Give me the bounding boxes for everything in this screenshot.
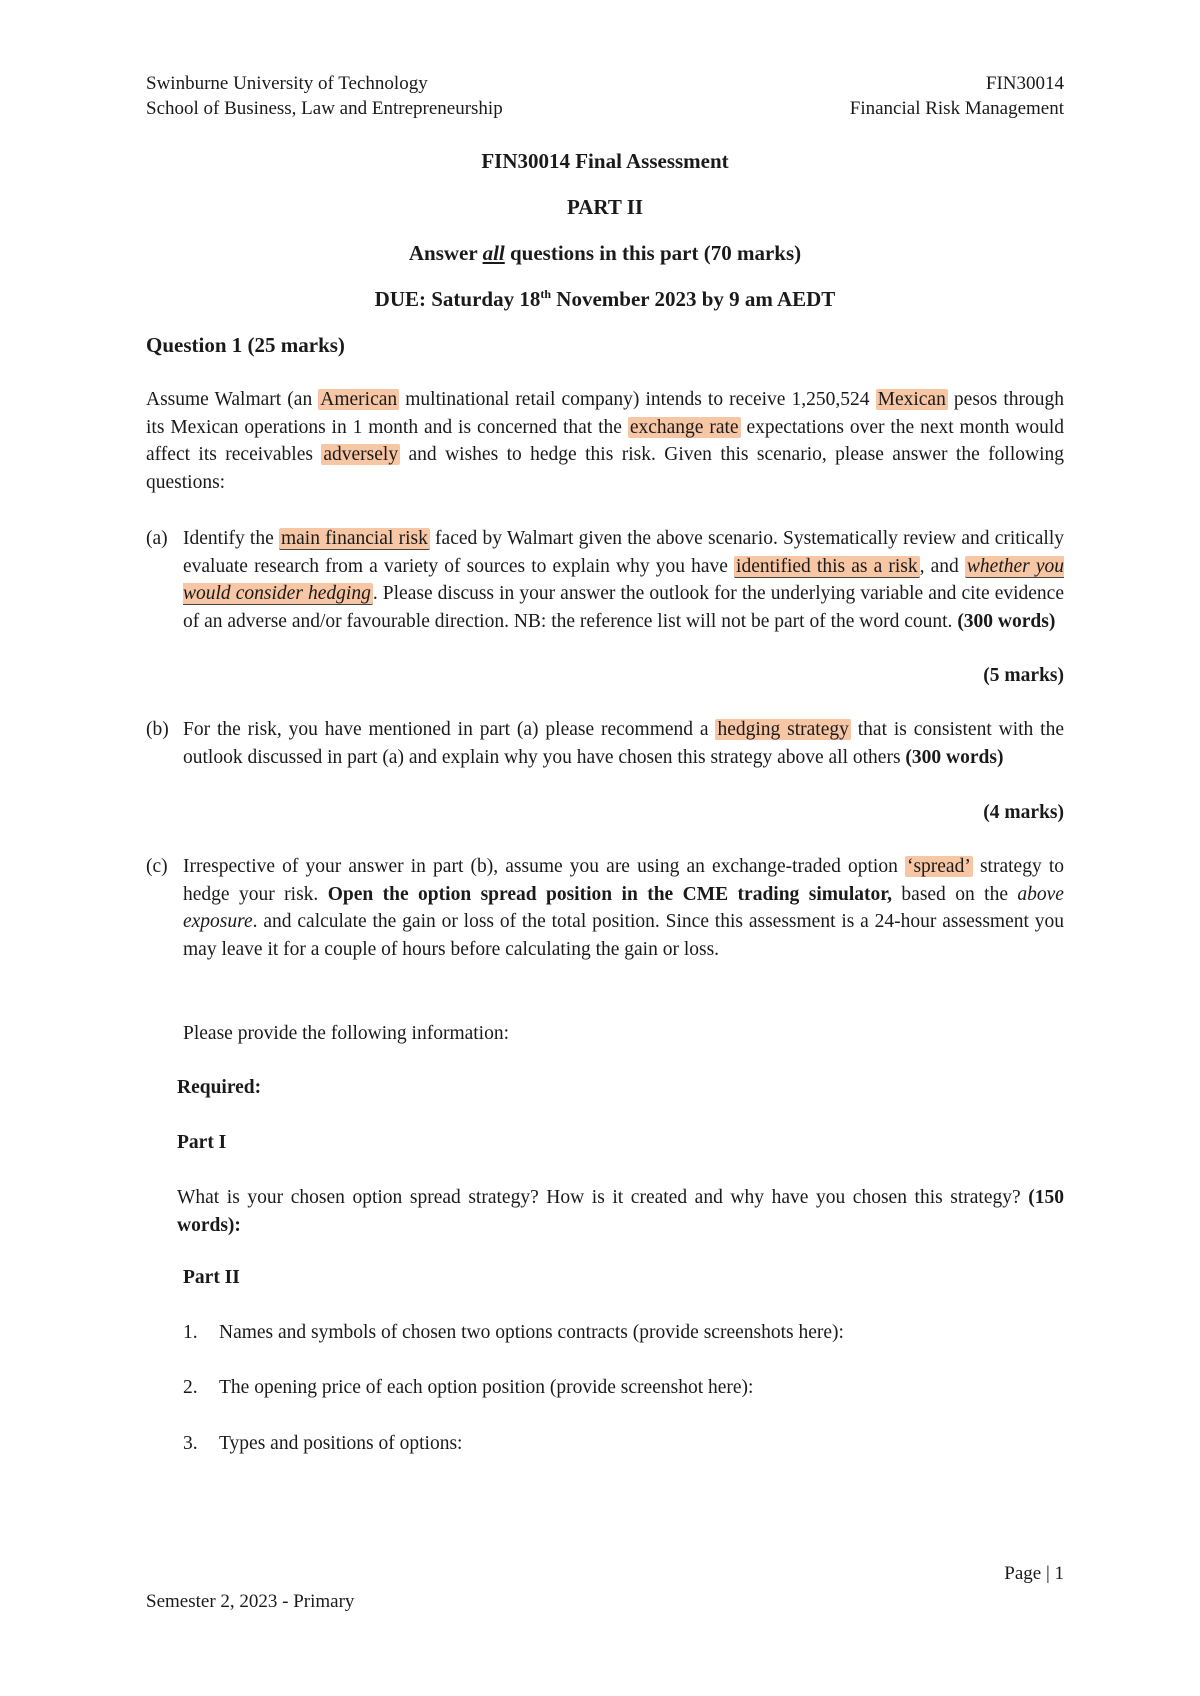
due-sup: th: [540, 287, 552, 301]
part-c-text-4: . and calculate the gain or loss of the total position. Since this assessment is a 24-hour assessment you may leave it for a couple of hours before calculating the gain or loss.: [183, 911, 1064, 960]
intro-text-4: expectations over the next month would affect its receivables: [146, 416, 1065, 465]
part-a-text-3: , and: [919, 555, 965, 577]
header-right: [850, 71, 1064, 121]
list-item-text: Names and symbols of chosen two options contracts (provide screenshots here):: [219, 1322, 844, 1343]
header-left: [146, 71, 503, 121]
list-item-number: 2.: [183, 1377, 198, 1398]
question-intro: [146, 386, 1064, 496]
part-1-word-limit: (150 words):: [177, 1187, 1064, 1236]
intro-text-5: and wishes to hedge this risk. Given this scenario, please answer the following questions:: [146, 444, 1064, 493]
list-item-number: 3.: [183, 1433, 198, 1454]
part-c-text-3: based on the: [891, 883, 1018, 905]
part-1-question: What is your chosen option spread strategy? How is it created and why have you chosen this strategy?: [177, 1187, 1029, 1208]
highlight-exchange-rate: exchange rate: [629, 416, 739, 438]
part-b-text: [183, 716, 1064, 771]
highlight-american: American: [320, 389, 398, 410]
provide-info-text: Please provide the following information:: [183, 1023, 510, 1044]
part-a-marks: (5 marks): [983, 665, 1064, 686]
part-a-text-4: . Please discuss in your answer the outlook for the underlying variable and cite evidence of an adverse and/or favourable direction. NB: the reference list will not be part of the word count.: [183, 583, 1064, 632]
part-a-text-1: Identify the: [183, 528, 279, 549]
part-a-word-limit: (300 words): [957, 610, 1056, 632]
part-a-label: (a): [146, 528, 168, 549]
highlight-spread: ‘spread’: [906, 856, 971, 877]
required-heading: Required:: [177, 1077, 262, 1098]
part-a-text: [183, 525, 1064, 635]
part-c-label: (c): [146, 856, 168, 877]
page-number-value: 1: [1054, 1563, 1064, 1584]
part-b-text-2: that is consistent with the outlook discussed in part (a) and explain why you have chosen this strategy above all others: [183, 719, 1064, 768]
instruction-pre: Answer: [408, 241, 483, 265]
intro-text-1: Assume Walmart (an: [146, 389, 319, 410]
highlight-main-financial-risk: main financial risk: [280, 528, 428, 549]
instruction-post: questions in this part (70 marks): [504, 241, 802, 265]
part-c-italic-exposure: above exposure: [183, 883, 1064, 932]
due-pre: DUE: Saturday 18: [374, 287, 541, 311]
part-title: PART II: [566, 195, 644, 219]
highlight-hedging-strategy: hedging strategy: [717, 719, 849, 740]
header-unit-name: Financial Risk Management: [849, 98, 1064, 119]
part-b-word-limit: (300 words): [905, 746, 1004, 768]
highlight-consider-hedging: whether you would consider hedging: [183, 555, 1065, 604]
due-line: [146, 287, 1064, 312]
part-2-heading: Part II: [183, 1267, 240, 1288]
header-university: Swinburne University of Technology: [146, 73, 428, 94]
footer-semester: Semester 2, 2023 - Primary: [146, 1591, 355, 1612]
header-unit-code: FIN30014: [985, 73, 1064, 94]
intro-text-2: multinational retail company) intends to receive 1,250,524: [399, 389, 876, 410]
assessment-title: FIN30014 Final Assessment: [481, 149, 729, 173]
page-number: [1004, 1561, 1064, 1586]
question-heading: Question 1 (25 marks): [146, 333, 345, 357]
intro-text-3: pesos through its Mexican operations in 1 month and is concerned that the: [146, 389, 1064, 438]
list-item: [183, 1374, 753, 1402]
part-c-text-1: Irrespective of your answer in part (b), assume you are using an exchange-traded option: [183, 856, 905, 877]
page-separator: |: [1045, 1563, 1050, 1584]
part-c-bold-instruction: Open the option spread position in the CME trading simulator,: [327, 883, 892, 905]
list-item: [183, 1319, 844, 1347]
highlight-adversely: adversely: [323, 444, 399, 465]
highlight-identified-risk: identified this as a risk: [736, 555, 918, 577]
part-b-label: (b): [146, 719, 169, 740]
due-post: November 2023 by 9 am AEDT: [551, 287, 836, 311]
list-item: [183, 1430, 462, 1458]
page-label: Page: [1004, 1563, 1042, 1584]
part-b-text-1: For the risk, you have mentioned in part (a) please recommend a: [183, 719, 716, 740]
list-item-text: Types and positions of options:: [219, 1433, 463, 1454]
list-item-text: The opening price of each option position (provide screenshot here):: [219, 1377, 754, 1398]
part-c-text: [183, 853, 1064, 963]
part-1-text: [177, 1184, 1064, 1239]
list-item-number: 1.: [183, 1322, 198, 1343]
part-1-heading: Part I: [177, 1132, 227, 1153]
highlight-mexican: Mexican: [877, 389, 946, 410]
part-a-text-2: faced by Walmart given the above scenario. Systematically review and critically evaluate research from a variety of sources to explain why you have: [183, 528, 1064, 577]
part-b-marks: (4 marks): [983, 802, 1064, 823]
part-c-text-2: strategy to hedge your risk.: [183, 856, 1064, 905]
header-school: School of Business, Law and Entrepreneurship: [146, 98, 503, 119]
instruction-line: [146, 241, 1064, 266]
instruction-all: all: [482, 241, 505, 265]
